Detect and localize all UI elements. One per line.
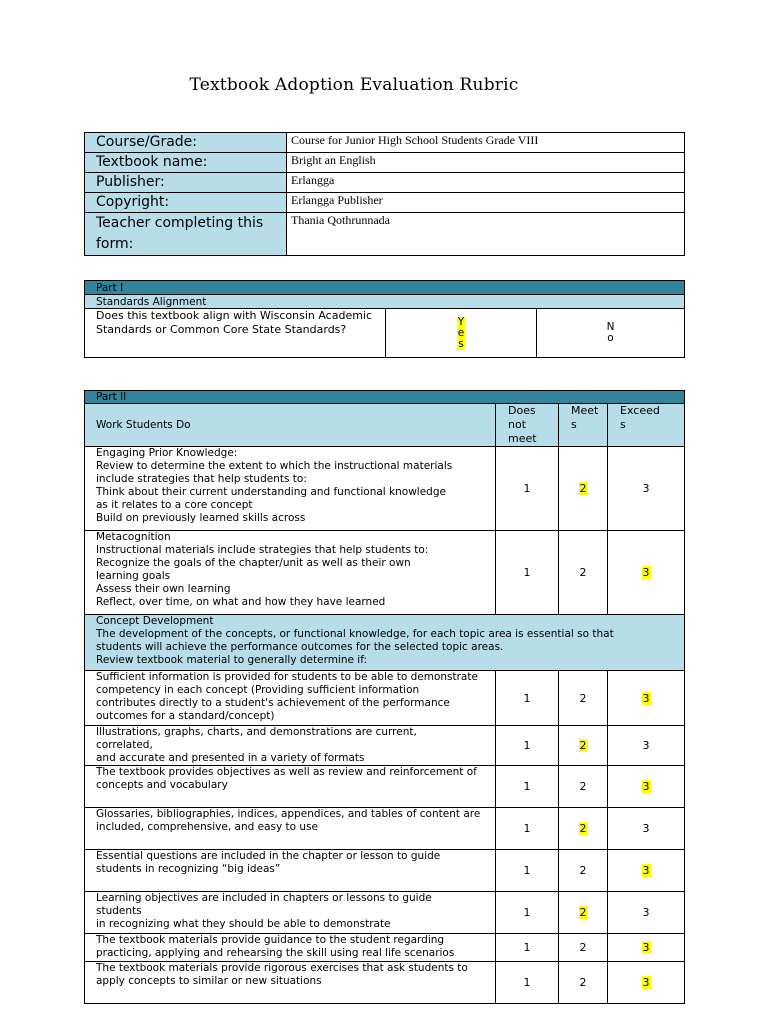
score-value: 2 xyxy=(579,482,587,495)
score-cell-2[interactable] xyxy=(559,962,608,1004)
description-line: The textbook provides objectives as well as review and reinforcement of xyxy=(96,766,477,778)
part1-no-text xyxy=(548,322,673,344)
description-line: in recognizing what they should be able to demonstrate xyxy=(96,918,391,930)
section-row xyxy=(85,615,685,671)
description-line: students in recognizing “big ideas” xyxy=(96,863,281,875)
criterion-description xyxy=(85,892,496,934)
score-cell-1[interactable] xyxy=(496,766,559,808)
rubric-body xyxy=(85,447,685,1004)
criterion-row xyxy=(85,934,685,962)
score-cell-3[interactable] xyxy=(608,962,685,1004)
score-cell-1[interactable] xyxy=(496,726,559,766)
score-cell-2[interactable] xyxy=(559,447,608,531)
page-title: Textbook Adoption Evaluation Rubric xyxy=(189,75,519,95)
score-value: 2 xyxy=(579,780,587,793)
col-does-not-meet xyxy=(496,404,559,447)
criterion-row xyxy=(85,531,685,615)
description-line: Recognize the goals of the chapter/unit as well as their own xyxy=(96,557,411,569)
col-exceeds-line2: s xyxy=(620,418,626,431)
description-line: learning goals xyxy=(96,570,171,582)
section-description xyxy=(85,615,685,671)
score-value: 1 xyxy=(523,976,531,989)
description-line: The development of the concepts, or functional knowledge, for each topic area is essential so that xyxy=(96,628,614,640)
score-value: 1 xyxy=(523,691,531,705)
score-value: 3 xyxy=(642,822,650,835)
description-line: The textbook materials provide guidance to the student regarding xyxy=(96,934,445,946)
col-work-students-do: Work Students Do xyxy=(85,404,496,447)
score-value: 1 xyxy=(523,780,531,793)
criterion-description xyxy=(85,934,496,962)
description-line: Metacognition xyxy=(96,531,171,543)
stacked-letter: s xyxy=(458,337,464,350)
criterion-row xyxy=(85,962,685,1004)
description-line: Review to determine the extent to which the instructional materials xyxy=(96,460,453,472)
score-cell-1[interactable] xyxy=(496,850,559,892)
part2-table xyxy=(84,390,685,1004)
description-line: apply concepts to similar or new situations xyxy=(96,975,322,987)
description-line: Think about their current understanding and functional knowledge xyxy=(96,486,446,498)
description-line: Engaging Prior Knowledge: xyxy=(96,447,238,459)
score-value: 3 xyxy=(642,780,650,793)
stacked-letter: o xyxy=(607,332,614,344)
score-value: 3 xyxy=(642,482,650,495)
score-value: 3 xyxy=(642,941,650,954)
info-table xyxy=(84,132,685,256)
course-grade-value: Course for Junior High School Students Grade VIII xyxy=(287,133,685,153)
stacked-letter: Y xyxy=(457,315,465,328)
description-line: Assess their own learning xyxy=(96,583,231,595)
score-value: 3 xyxy=(642,739,650,752)
part2-header: Part II xyxy=(85,391,685,404)
criterion-description xyxy=(85,808,496,850)
col-does-not-meet-line1: Does xyxy=(508,404,536,417)
part1-header: Part I xyxy=(85,281,685,295)
description-line: students xyxy=(96,905,142,917)
part1-no-cell[interactable] xyxy=(537,309,685,358)
description-line: include strategies that help students to: xyxy=(96,473,307,485)
score-cell-2[interactable] xyxy=(559,850,608,892)
criterion-row xyxy=(85,447,685,531)
part1-table xyxy=(84,280,685,358)
score-cell-3[interactable] xyxy=(608,892,685,934)
part1-yes-text xyxy=(397,317,525,350)
score-cell-3[interactable] xyxy=(608,671,685,726)
score-cell-2[interactable] xyxy=(559,892,608,934)
score-cell-3[interactable] xyxy=(608,531,685,615)
textbook-name-label: Textbook name: xyxy=(85,153,287,173)
score-cell-1[interactable] xyxy=(496,531,559,615)
description-line: contributes directly to a student's achievement of the performance xyxy=(96,697,450,709)
score-cell-3[interactable] xyxy=(608,850,685,892)
description-line: Instructional materials include strategies that help students to: xyxy=(96,544,429,556)
score-cell-2[interactable] xyxy=(559,808,608,850)
part1-subheader: Standards Alignment xyxy=(85,295,685,309)
publisher-label: Publisher: xyxy=(85,173,287,193)
col-exceeds-line1: Exceed xyxy=(620,404,660,417)
col-meets xyxy=(559,404,608,447)
col-meets-line2: s xyxy=(571,418,577,431)
score-cell-1[interactable] xyxy=(496,934,559,962)
description-line: Illustrations, graphs, charts, and demonstrations are current, xyxy=(96,726,417,738)
score-value: 1 xyxy=(523,566,531,579)
teacher-value: Thania Qothrunnada xyxy=(287,213,685,256)
description-line: correlated, xyxy=(96,739,153,751)
score-cell-2[interactable] xyxy=(559,531,608,615)
criterion-description xyxy=(85,447,496,531)
score-value: 2 xyxy=(579,906,587,919)
criterion-row xyxy=(85,808,685,850)
score-value: 1 xyxy=(523,822,531,835)
criterion-row xyxy=(85,671,685,726)
stacked-letter: e xyxy=(457,326,465,339)
score-cell-2[interactable] xyxy=(559,766,608,808)
criterion-row xyxy=(85,850,685,892)
course-grade-label: Course/Grade: xyxy=(85,133,287,153)
col-meets-line1: Meet xyxy=(571,404,599,417)
score-value: 1 xyxy=(523,941,531,954)
score-cell-2[interactable] xyxy=(559,671,608,726)
score-value: 1 xyxy=(523,482,531,495)
description-line: and accurate and presented in a variety of formats xyxy=(96,752,365,764)
publisher-value: Erlangga xyxy=(287,173,685,193)
score-value: 2 xyxy=(579,976,587,989)
copyright-label: Copyright: xyxy=(85,193,287,213)
col-does-not-meet-line2: not xyxy=(508,418,527,431)
score-value: 1 xyxy=(523,739,531,752)
description-line: outcomes for a standard/concept) xyxy=(96,710,275,722)
score-cell-2[interactable] xyxy=(559,934,608,962)
score-cell-2[interactable] xyxy=(559,726,608,766)
criterion-description xyxy=(85,766,496,808)
description-line: Essential questions are included in the chapter or lesson to guide xyxy=(96,850,441,862)
col-exceeds xyxy=(608,404,685,447)
score-value: 3 xyxy=(642,566,650,579)
score-value: 2 xyxy=(579,822,587,835)
criterion-description xyxy=(85,531,496,615)
part1-yes-cell[interactable] xyxy=(386,309,537,358)
description-line: Sufficient information is provided for students to be able to demonstrate xyxy=(96,671,478,683)
textbook-name-value: Bright an English xyxy=(287,153,685,173)
criterion-row xyxy=(85,766,685,808)
description-line: Learning objectives are included in chapters or lessons to guide xyxy=(96,892,432,904)
score-value: 2 xyxy=(579,691,587,705)
score-value: 3 xyxy=(642,906,650,919)
criterion-description xyxy=(85,962,496,1004)
score-value: 3 xyxy=(642,864,650,877)
description-line: The textbook materials provide rigorous exercises that ask students to xyxy=(96,962,468,974)
score-cell-1[interactable] xyxy=(496,962,559,1004)
criterion-description xyxy=(85,850,496,892)
score-cell-1[interactable] xyxy=(496,892,559,934)
description-line: as it relates to a core concept xyxy=(96,499,253,511)
score-value: 1 xyxy=(523,864,531,877)
score-value: 3 xyxy=(642,691,650,705)
score-value: 2 xyxy=(579,566,587,579)
score-cell-3[interactable] xyxy=(608,726,685,766)
score-value: 3 xyxy=(642,976,650,989)
score-value: 2 xyxy=(579,941,587,954)
part1-question: Does this textbook align with Wisconsin Academic Standards or Common Core State Standards? xyxy=(85,309,386,358)
score-cell-3[interactable] xyxy=(608,447,685,531)
description-line: Reflect, over time, on what and how they have learned xyxy=(96,596,386,608)
score-cell-1[interactable] xyxy=(496,671,559,726)
score-cell-3[interactable] xyxy=(608,766,685,808)
description-line: students will achieve the performance outcomes for the selected topic areas. xyxy=(96,641,504,653)
criterion-row xyxy=(85,892,685,934)
description-line: practicing, applying and rehearsing the skill using real life scenarios xyxy=(96,947,455,959)
col-does-not-meet-line3: meet xyxy=(508,432,537,445)
score-cell-3[interactable] xyxy=(608,808,685,850)
teacher-label: Teacher completing this form: xyxy=(85,213,287,256)
criterion-description xyxy=(85,726,496,766)
description-line: included, comprehensive, and easy to use xyxy=(96,821,318,833)
description-line: Build on previously learned skills across xyxy=(96,512,306,524)
stacked-letter: N xyxy=(606,321,615,333)
score-cell-1[interactable] xyxy=(496,447,559,531)
score-cell-3[interactable] xyxy=(608,934,685,962)
description-line: concepts and vocabulary xyxy=(96,779,228,791)
description-line: Glossaries, bibliographies, indices, appendices, and tables of content are xyxy=(96,808,481,820)
score-value: 1 xyxy=(523,906,531,919)
score-value: 2 xyxy=(579,864,587,877)
copyright-value: Erlangga Publisher xyxy=(287,193,685,213)
description-line: Concept Development xyxy=(96,615,214,627)
score-value: 2 xyxy=(579,739,587,752)
description-line: competency in each concept (Providing sufficient information xyxy=(96,684,420,696)
criterion-row xyxy=(85,726,685,766)
score-cell-1[interactable] xyxy=(496,808,559,850)
description-line: Review textbook material to generally determine if: xyxy=(96,654,368,666)
criterion-description xyxy=(85,671,496,726)
